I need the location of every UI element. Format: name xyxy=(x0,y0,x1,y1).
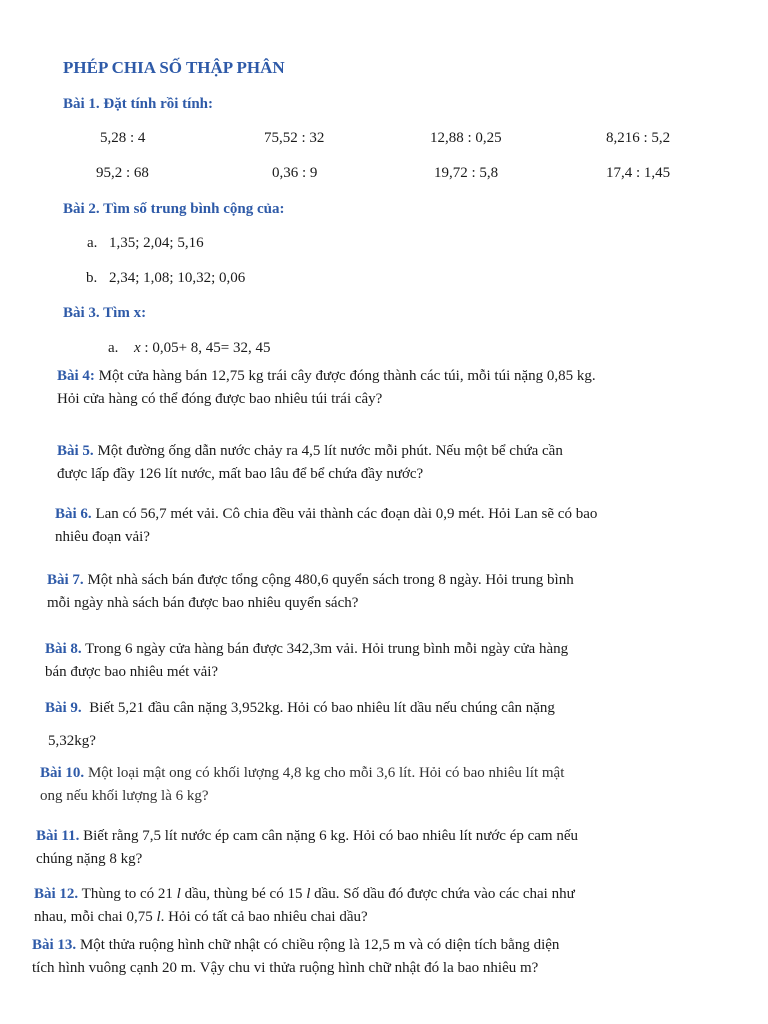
problem-10 xyxy=(40,762,730,808)
bai1-item: 8,216 : 5,2 xyxy=(606,130,671,146)
problem-label: Bài 6. xyxy=(55,506,92,522)
problem-text: . Hỏi có tất cả bao nhiêu chai dầu? xyxy=(160,909,368,925)
unit-liter: l xyxy=(176,886,181,902)
problem-7 xyxy=(47,569,737,615)
problem-text: Một thửa ruộng hình chữ nhật có chiều rộng là 12,5 m và có diện tích bằng diện xyxy=(76,937,560,953)
problem-text: Trong 6 ngày cửa hàng bán được 342,3m vải. Hỏi trung bình mỗi ngày cửa hàng xyxy=(81,641,569,657)
bai2-item-a: 1,35; 2,04; 5,16 xyxy=(109,235,204,251)
problem-label: Bài 9. xyxy=(45,700,82,716)
problem-8 xyxy=(45,638,735,684)
unit-liter: l xyxy=(306,886,311,902)
bai1-heading: Bài 1. Đặt tính rồi tính: xyxy=(63,96,214,112)
equation-rest: : 0,05+ 8, 45= 32, 45 xyxy=(140,340,271,356)
problem-text: Một nhà sách bán được tổng cộng 480,6 quyển sách trong 8 ngày. Hỏi trung bình xyxy=(83,572,574,588)
bai1-item: 5,28 : 4 xyxy=(100,130,146,146)
list-marker: b. xyxy=(86,270,98,286)
problem-text: Thùng to có 21 xyxy=(78,886,177,902)
problem-text: Một đường ống dẫn nước chảy ra 4,5 lít nước mỗi phút. Nếu một bể chứa cần xyxy=(93,443,563,459)
problem-5 xyxy=(57,440,747,486)
unit-liter: l xyxy=(156,909,161,925)
problem-label: Bài 13. xyxy=(32,937,77,953)
problem-text: nhiêu đoạn vải? xyxy=(55,529,150,545)
problem-text: mỗi ngày nhà sách bán được bao nhiêu quyển sách? xyxy=(47,595,359,611)
problem-text: Một cửa hàng bán 12,75 kg trái cây được đóng thành các túi, mỗi túi nặng 0,85 kg. xyxy=(94,368,596,384)
bai1-item: 17,4 : 1,45 xyxy=(606,165,671,181)
problem-4 xyxy=(57,365,747,411)
problem-text: Lan có 56,7 mét vải. Cô chia đều vải thành các đoạn dài 0,9 mét. Hỏi Lan sẽ có bao xyxy=(91,506,598,522)
problem-label: Bài 8. xyxy=(45,641,82,657)
problem-text: ong nếu khối lượng là 6 kg? xyxy=(40,788,209,804)
problem-text: dầu. Số dầu đó được chứa vào các chai như xyxy=(310,886,575,902)
problem-13 xyxy=(32,934,742,980)
bai1-item: 0,36 : 9 xyxy=(272,165,318,181)
problem-label: Bài 10. xyxy=(40,765,85,781)
problem-label: Bài 11. xyxy=(36,828,80,844)
problem-6 xyxy=(55,503,745,549)
page-title: PHÉP CHIA SỐ THẬP PHÂN xyxy=(63,58,285,77)
bai1-item: 19,72 : 5,8 xyxy=(434,165,499,181)
bai2-item-b: 2,34; 1,08; 10,32; 0,06 xyxy=(109,270,246,286)
problem-text: nhau, mỗi chai 0,75 xyxy=(34,909,157,925)
problem-text: dầu, thùng bé có 15 xyxy=(180,886,307,902)
problem-text: Biết 5,21 đầu cân nặng 3,952kg. Hỏi có bao nhiêu lít dầu nếu chúng cân nặng xyxy=(81,700,555,716)
list-marker: a. xyxy=(108,340,119,356)
problem-text: được lấp đầy 126 lít nước, mất bao lâu để bể chứa đầy nước? xyxy=(57,466,424,482)
problem-text: Biết rằng 7,5 lít nước ép cam cân nặng 6 kg. Hỏi có bao nhiêu lít nước ép cam nếu xyxy=(79,828,579,844)
list-marker: a. xyxy=(87,235,98,251)
variable-x: x xyxy=(134,340,141,356)
problem-text: chúng nặng 8 kg? xyxy=(36,851,143,867)
problem-label: Bài 7. xyxy=(47,572,84,588)
problem-text: tích hình vuông cạnh 20 m. Vậy chu vi thửa ruộng hình chữ nhật đó la bao nhiêu m? xyxy=(32,960,539,976)
bai1-item: 12,88 : 0,25 xyxy=(430,130,502,146)
bai3-equation xyxy=(134,340,271,357)
bai1-item: 95,2 : 68 xyxy=(96,165,149,181)
problem-text: Hỏi cửa hàng có thể đóng được bao nhiêu túi trái cây? xyxy=(57,391,383,407)
problem-text: bán được bao nhiêu mét vải? xyxy=(45,664,219,680)
problem-11 xyxy=(36,825,736,871)
problem-12 xyxy=(34,883,734,929)
problem-label: Bài 4: xyxy=(57,368,95,384)
problem-text: 5,32kg? xyxy=(48,733,96,749)
bai1-item: 75,52 : 32 xyxy=(264,130,325,146)
problem-label: Bài 5. xyxy=(57,443,94,459)
problem-text: Một loại mật ong có khối lượng 4,8 kg cho mỗi 3,6 lít. Hỏi có bao nhiêu lít mật xyxy=(84,765,565,781)
problem-label: Bài 12. xyxy=(34,886,79,902)
bai2-heading: Bài 2. Tìm số trung bình cộng của: xyxy=(63,201,285,217)
problem-9 xyxy=(45,697,735,753)
bai3-heading: Bài 3. Tìm x: xyxy=(63,305,147,321)
